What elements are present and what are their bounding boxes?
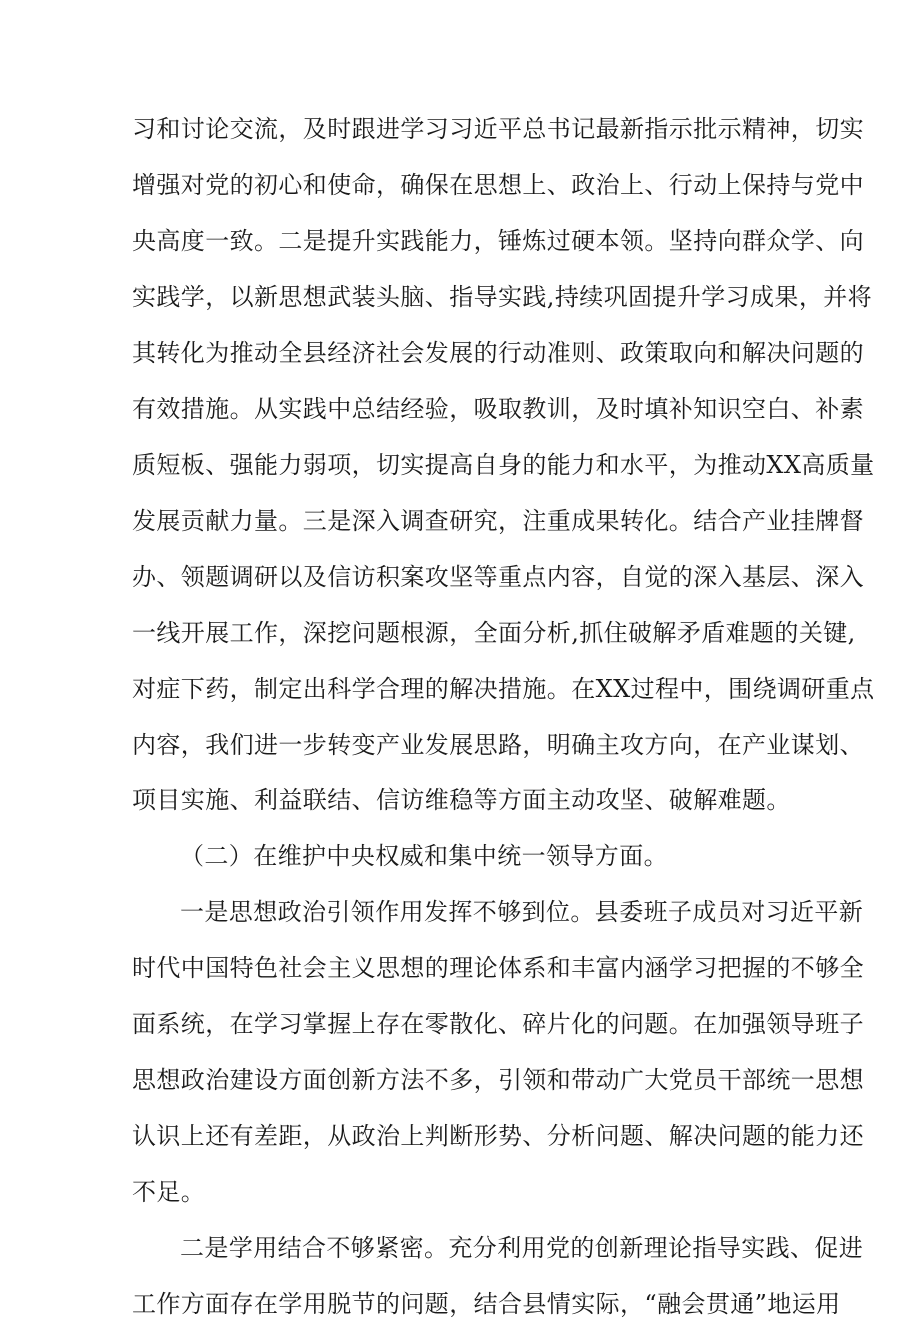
text-line: 对症下药，制定出科学合理的解决措施。在XX过程中，围绕调研重点 [132, 675, 875, 703]
text-line: 一是思想政治引领作用发挥不够到位。县委班子成员对习近平新 [180, 898, 864, 926]
text-line: 二是学用结合不够紧密。充分利用党的创新理论指导实践、促进 [180, 1234, 864, 1262]
text-line: 面系统，在学习掌握上存在零散化、碎片化的问题。在加强领导班子 [132, 1010, 864, 1038]
section-heading: （二）在维护中央权威和集中统一领导方面。 [180, 842, 668, 870]
text-line: 质短板、强能力弱项，切实提高自身的能力和水平，为推动XX高质量 [132, 451, 875, 479]
text-line: 一线开展工作，深挖问题根源，全面分析,抓住破解矛盾难题的关键, [132, 619, 856, 647]
text-line: 央高度一致。二是提升实践能力，锤炼过硬本领。坚持向群众学、向 [132, 227, 864, 255]
text-line: 办、领题调研以及信访积案攻坚等重点内容，自觉的深入基层、深入 [132, 563, 864, 591]
text-line: 项目实施、利益联结、信访维稳等方面主动攻坚、破解难题。 [132, 786, 791, 814]
text-line: 发展贡献力量。三是深入调查研究，注重成果转化。结合产业挂牌督 [132, 507, 864, 535]
text-line: 思想政治建设方面创新方法不多，引领和带动广大党员干部统一思想 [132, 1066, 864, 1094]
text-line: 不足。 [132, 1178, 206, 1206]
text-line: 增强对党的初心和使命，确保在思想上、政治上、行动上保持与党中 [132, 171, 864, 199]
text-line: 实践学，以新思想武装头脑、指导实践,持续巩固提升学习成果，并将 [132, 283, 873, 311]
text-line: 内容，我们进一步转变产业发展思路，明确主攻方向，在产业谋划、 [132, 731, 864, 759]
text-line: 习和讨论交流，及时跟进学习习近平总书记最新指示批示精神，切实 [132, 115, 864, 143]
text-line: 工作方面存在学用脱节的问题，结合县情实际，“融会贯通”地运用 [132, 1290, 841, 1318]
text-line: 有效措施。从实践中总结经验，吸取教训，及时填补知识空白、补素 [132, 395, 864, 423]
text-line: 认识上还有差距，从政治上判断形势、分析问题、解决问题的能力还 [132, 1122, 864, 1150]
text-line: 时代中国特色社会主义思想的理论体系和丰富内涵学习把握的不够全 [132, 954, 864, 982]
text-line: 其转化为推动全县经济社会发展的行动准则、政策取向和解决问题的 [132, 339, 864, 367]
